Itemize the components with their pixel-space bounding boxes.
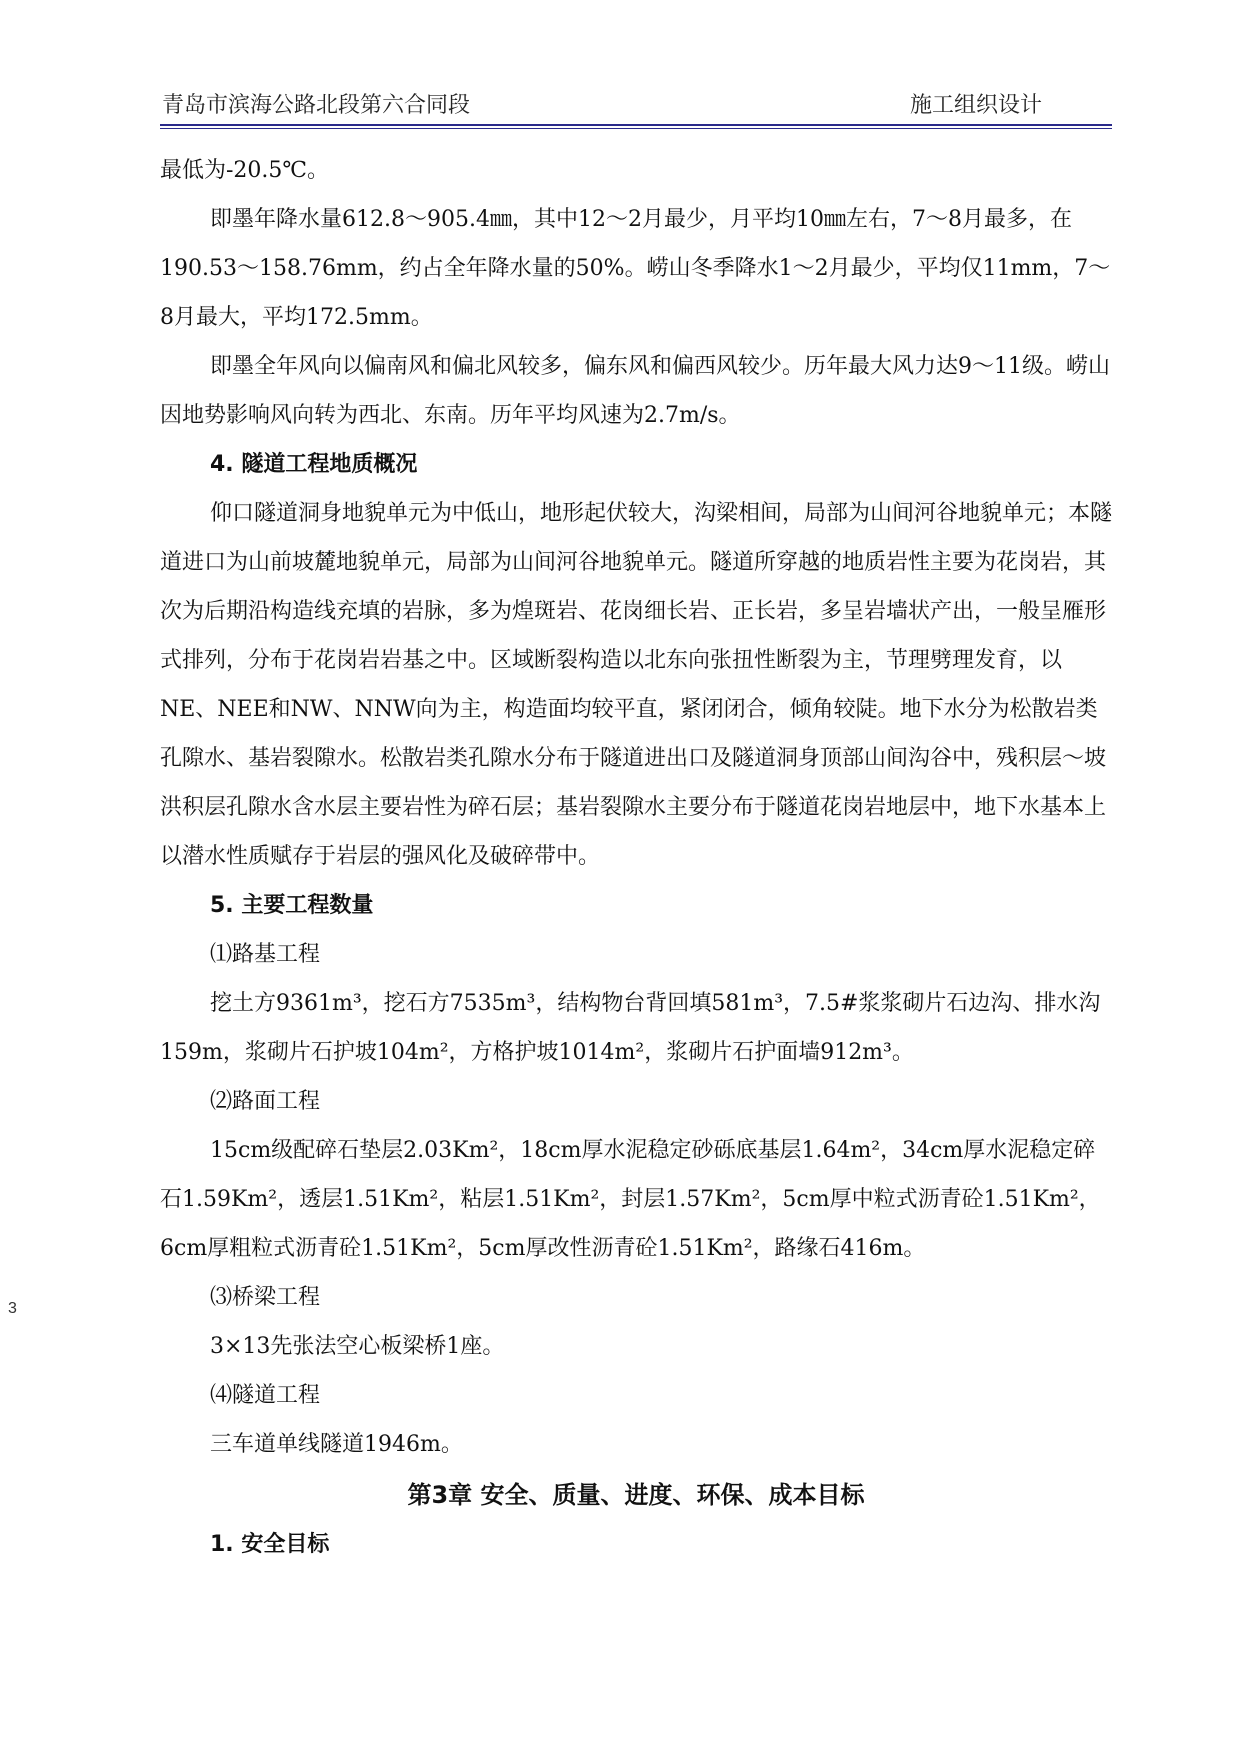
subsection-tunnel: ⑷隧道工程 — [210, 1383, 321, 1408]
paragraph-pavement: 15cm级配碎石垫层2.03Km²，18cm厚水泥稳定砂砾底基层1.64m²，34cm厚水泥稳定碎石1.59Km²，透层1.51Km²，粘层1.51Km²，封层1.57Km²，5cm厚中粒式沥青砼1.51Km²，6cm厚粗粒式沥青砼1.51Km²，5cm厚改性沥青砼1.51Km²，路缘石416m。 — [160, 1138, 1101, 1261]
header-project-title: 青岛市滨海公路北段第六合同段 — [162, 93, 471, 118]
header-document-type: 施工组织设计 — [909, 93, 1042, 118]
paragraph-tunnel: 三车道单线隧道1946m。 — [210, 1432, 463, 1457]
page-header — [160, 88, 1050, 124]
paragraph-precipitation: 即墨年降水量612.8～905.4㎜，其中12～2月最少，月平均10㎜左右，7～8月最多，在190.53～158.76mm，约占全年降水量的50%。崂山冬季降水1～2月最少，平均仅11mm，7～8月最大，平均172.5mm。 — [160, 207, 1111, 330]
paragraph-wind: 即墨全年风向以偏南风和偏北风较多，偏东风和偏西风较少。历年最大风力达9～11级。崂山因地势影响风向转为西北、东南。历年平均风速为2.7m/s。 — [160, 354, 1110, 428]
paragraph-geology: 仰口隧道洞身地貌单元为中低山，地形起伏较大，沟梁相间，局部为山间河谷地貌单元；本隧道进口为山前坡麓地貌单元，局部为山间河谷地貌单元。隧道所穿越的地质岩性主要为花岗岩，其次为后期沿构造线充填的岩脉，多为煌斑岩、花岗细长岩、正长岩，多呈岩墙状产出，一般呈雁形式排列，分布于花岗岩岩基之中。区域断裂构造以北东向张扭性断裂为主，节理劈理发育，以NE、NEE和NW、NNW向为主，构造面均较平直，紧闭闭合，倾角较陡。地下水分为松散岩类孔隙水、基岩裂隙水。松散岩类孔隙水分布于隧道进出口及隧道洞身顶部山间沟谷中，残积层～坡洪积层孔隙水含水层主要岩性为碎石层；基岩裂隙水主要分布于隧道花岗岩地层中，地下水基本上以潜水性质赋存于岩层的强风化及破碎带中。 — [160, 501, 1113, 869]
page-body — [160, 146, 1112, 1569]
chapter-title: 第3章 安全、质量、进度、环保、成本目标 — [407, 1481, 865, 1509]
paragraph-roadbed: 挖土方9361m³，挖石方7535m³，结构物台背回填581m³，7.5#浆浆砌片石边沟、排水沟159m，浆砌片石护坡104m²，方格护坡1014m²，浆砌片石护面墙912m³。 — [160, 991, 1101, 1065]
header-rule-thin — [160, 128, 1112, 129]
header-rule-thick — [160, 124, 1112, 126]
subsection-pavement: ⑵路面工程 — [210, 1089, 321, 1114]
section-heading-quantities: 5. 主要工程数量 — [210, 893, 374, 918]
page-number: 3 — [8, 1300, 17, 1317]
section-heading-safety: 1. 安全目标 — [210, 1532, 330, 1557]
section-heading-geology: 4. 隧道工程地质概况 — [210, 452, 418, 477]
paragraph-temperature: 最低为-20.5℃。 — [160, 158, 330, 183]
subsection-bridge: ⑶桥梁工程 — [210, 1285, 321, 1310]
paragraph-bridge: 3×13先张法空心板梁桥1座。 — [210, 1334, 505, 1359]
subsection-roadbed: ⑴路基工程 — [210, 942, 321, 967]
